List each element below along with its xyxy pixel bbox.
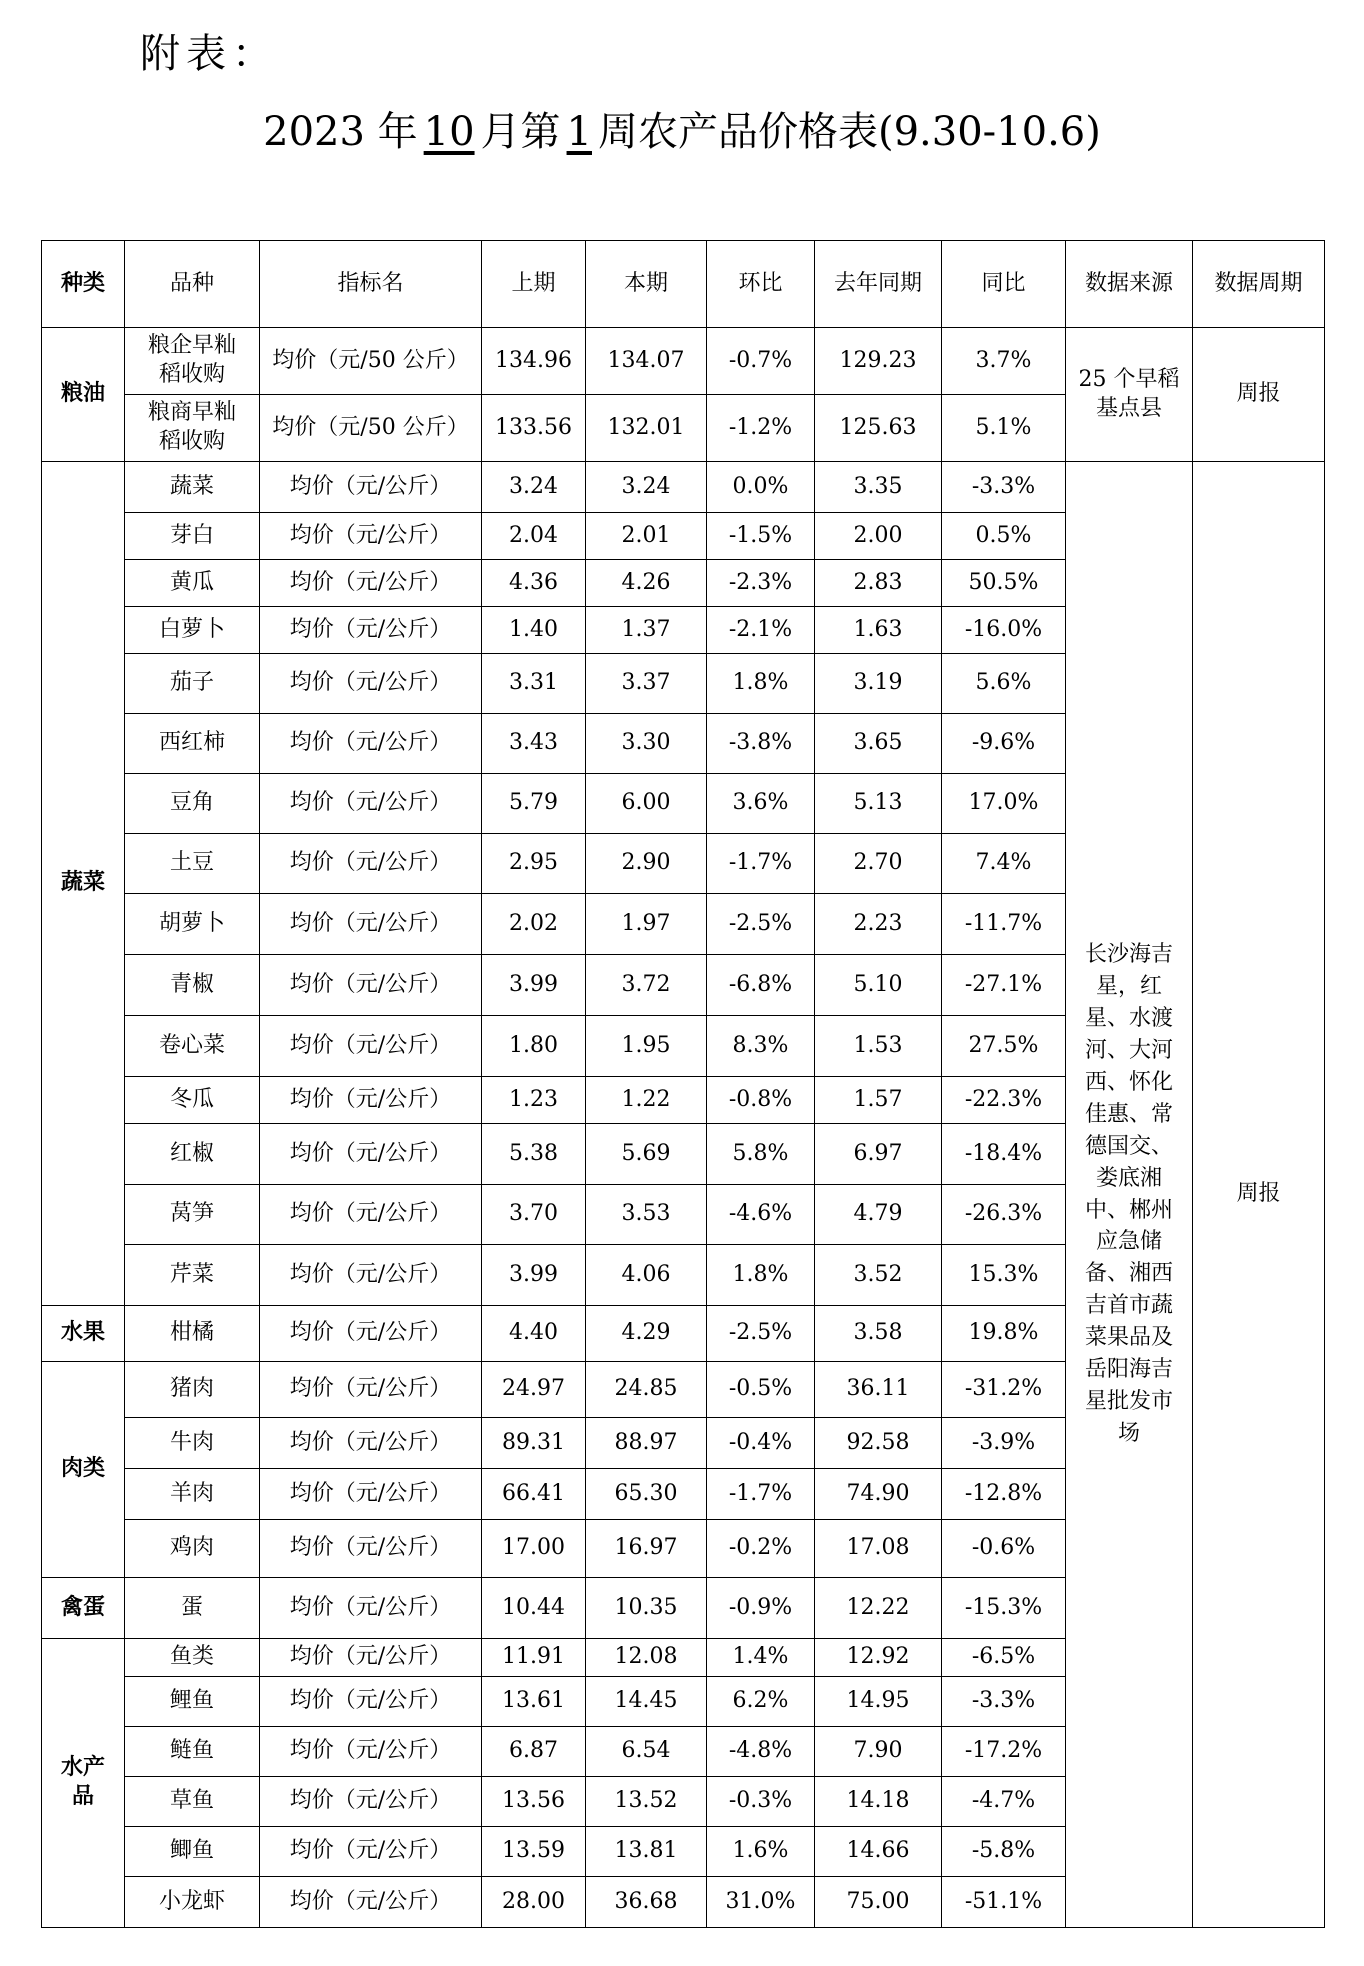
curr-value: 1.95 [586,1016,707,1077]
last-year-value: 14.18 [815,1777,942,1827]
last-year-value: 1.63 [815,607,942,654]
title-week: 1 [566,109,592,155]
variety-cell: 鲢鱼 [125,1727,260,1777]
indicator-cell: 均价（元/公斤） [260,1827,482,1877]
yoy-change: 15.3% [942,1245,1066,1306]
indicator-cell: 均价（元/公斤） [260,654,482,714]
curr-value: 12.08 [586,1639,707,1677]
last-year-value: 3.52 [815,1245,942,1306]
last-year-value: 1.53 [815,1016,942,1077]
yoy-change: 27.5% [942,1016,1066,1077]
prev-value: 24.97 [482,1362,586,1418]
indicator-cell: 均价（元/公斤） [260,1362,482,1418]
last-year-value: 2.83 [815,560,942,607]
last-year-value: 129.23 [815,328,942,395]
mom-change: -0.4% [707,1418,815,1469]
yoy-change: -12.8% [942,1469,1066,1520]
mom-change: -6.8% [707,955,815,1016]
variety-cell: 莴笋 [125,1185,260,1245]
header-prev: 上期 [482,241,586,328]
mom-change: 0.0% [707,462,815,513]
curr-value: 1.22 [586,1077,707,1124]
curr-value: 132.01 [586,395,707,462]
variety-cell: 牛肉 [125,1418,260,1469]
variety-cell: 冬瓜 [125,1077,260,1124]
yoy-change: 50.5% [942,560,1066,607]
mom-change: -2.5% [707,1306,815,1362]
variety-cell: 草鱼 [125,1777,260,1827]
yoy-change: 17.0% [942,774,1066,834]
mom-change: -4.8% [707,1727,815,1777]
variety-cell: 白萝卜 [125,607,260,654]
indicator-cell: 均价（元/公斤） [260,774,482,834]
curr-value: 14.45 [586,1677,707,1727]
yoy-change: -3.3% [942,462,1066,513]
category-veg: 蔬菜 [42,462,125,1306]
mom-change: -0.7% [707,328,815,395]
prev-value: 5.38 [482,1124,586,1185]
variety-cell: 粮商早籼稻收购 [125,395,260,462]
prev-value: 1.40 [482,607,586,654]
mom-change: -2.3% [707,560,815,607]
curr-value: 3.53 [586,1185,707,1245]
header-category: 种类 [42,241,125,328]
variety-cell: 芹菜 [125,1245,260,1306]
title-prefix: 2023 年 [263,109,418,155]
curr-value: 65.30 [586,1469,707,1520]
indicator-cell: 均价（元/公斤） [260,1877,482,1928]
prev-value: 3.99 [482,955,586,1016]
prev-value: 4.36 [482,560,586,607]
indicator-cell: 均价（元/50 公斤） [260,395,482,462]
title-mid: 月第 [480,109,561,155]
curr-value: 4.26 [586,560,707,607]
indicator-cell: 均价（元/公斤） [260,1677,482,1727]
indicator-cell: 均价（元/公斤） [260,1077,482,1124]
indicator-cell: 均价（元/公斤） [260,513,482,560]
mom-change: -0.3% [707,1777,815,1827]
mom-change: -0.2% [707,1520,815,1578]
variety-cell: 羊肉 [125,1469,260,1520]
variety-cell: 土豆 [125,834,260,894]
indicator-cell: 均价（元/公斤） [260,1469,482,1520]
last-year-value: 2.23 [815,894,942,955]
prev-value: 13.56 [482,1777,586,1827]
last-year-value: 2.00 [815,513,942,560]
table-body [42,328,1325,1928]
mom-change: 1.8% [707,1245,815,1306]
prev-value: 4.40 [482,1306,586,1362]
period-grain: 周报 [1193,328,1325,462]
yoy-change: -22.3% [942,1077,1066,1124]
last-year-value: 74.90 [815,1469,942,1520]
yoy-change: -11.7% [942,894,1066,955]
last-year-value: 5.13 [815,774,942,834]
mom-change: -1.7% [707,1469,815,1520]
mom-change: 8.3% [707,1016,815,1077]
curr-value: 2.01 [586,513,707,560]
last-year-value: 6.97 [815,1124,942,1185]
curr-value: 1.37 [586,607,707,654]
indicator-cell: 均价（元/公斤） [260,834,482,894]
mom-change: 3.6% [707,774,815,834]
indicator-cell: 均价（元/公斤） [260,1016,482,1077]
variety-cell: 芽白 [125,513,260,560]
yoy-change: 5.1% [942,395,1066,462]
indicator-cell: 均价（元/公斤） [260,894,482,955]
mom-change: -2.1% [707,607,815,654]
curr-value: 134.07 [586,328,707,395]
variety-cell: 猪肉 [125,1362,260,1418]
last-year-value: 4.79 [815,1185,942,1245]
prev-value: 134.96 [482,328,586,395]
curr-value: 13.52 [586,1777,707,1827]
curr-value: 24.85 [586,1362,707,1418]
yoy-change: 3.7% [942,328,1066,395]
variety-cell: 鱼类 [125,1639,260,1677]
indicator-cell: 均价（元/50 公斤） [260,328,482,395]
prev-value: 3.99 [482,1245,586,1306]
yoy-change: -51.1% [942,1877,1066,1928]
mom-change: -3.8% [707,714,815,774]
indicator-cell: 均价（元/公斤） [260,1777,482,1827]
variety-cell: 茄子 [125,654,260,714]
yoy-change: -26.3% [942,1185,1066,1245]
prev-value: 66.41 [482,1469,586,1520]
header-source: 数据来源 [1066,241,1193,328]
indicator-cell: 均价（元/公斤） [260,1245,482,1306]
curr-value: 88.97 [586,1418,707,1469]
last-year-value: 14.66 [815,1827,942,1877]
yoy-change: -5.8% [942,1827,1066,1877]
category-aquatic: 水产品 [42,1639,125,1928]
curr-value: 3.30 [586,714,707,774]
curr-value: 4.29 [586,1306,707,1362]
yoy-change: -18.4% [942,1124,1066,1185]
indicator-cell: 均价（元/公斤） [260,1306,482,1362]
indicator-cell: 均价（元/公斤） [260,1520,482,1578]
curr-value: 6.00 [586,774,707,834]
prev-value: 1.23 [482,1077,586,1124]
prev-value: 3.31 [482,654,586,714]
prev-value: 133.56 [482,395,586,462]
yoy-change: -6.5% [942,1639,1066,1677]
indicator-cell: 均价（元/公斤） [260,1418,482,1469]
prev-value: 13.61 [482,1677,586,1727]
yoy-change: -4.7% [942,1777,1066,1827]
title-suffix: 周农产品价格表(9.30-10.6) [598,109,1101,155]
variety-cell: 胡萝卜 [125,894,260,955]
source-grain: 25 个早稻基点县 [1066,328,1193,462]
prev-value: 2.04 [482,513,586,560]
yoy-change: -3.3% [942,1677,1066,1727]
prev-value: 3.43 [482,714,586,774]
variety-cell: 柑橘 [125,1306,260,1362]
table-row [42,328,1325,395]
mom-change: 1.8% [707,654,815,714]
curr-value: 1.97 [586,894,707,955]
mom-change: -0.8% [707,1077,815,1124]
yoy-change: 19.8% [942,1306,1066,1362]
variety-cell: 卷心菜 [125,1016,260,1077]
last-year-value: 14.95 [815,1677,942,1727]
last-year-value: 12.92 [815,1639,942,1677]
mom-change: 31.0% [707,1877,815,1928]
variety-cell: 鸡肉 [125,1520,260,1578]
header-last-year: 去年同期 [815,241,942,328]
indicator-cell: 均价（元/公斤） [260,1727,482,1777]
yoy-change: -31.2% [942,1362,1066,1418]
yoy-change: -3.9% [942,1418,1066,1469]
header-period: 数据周期 [1193,241,1325,328]
last-year-value: 2.70 [815,834,942,894]
header-curr: 本期 [586,241,707,328]
indicator-cell: 均价（元/公斤） [260,955,482,1016]
prev-value: 1.80 [482,1016,586,1077]
mom-change: 1.6% [707,1827,815,1877]
variety-cell: 红椒 [125,1124,260,1185]
yoy-change: -15.3% [942,1578,1066,1639]
indicator-cell: 均价（元/公斤） [260,1185,482,1245]
curr-value: 13.81 [586,1827,707,1877]
header-row [42,241,1325,328]
mom-change: 6.2% [707,1677,815,1727]
yoy-change: 5.6% [942,654,1066,714]
title-month: 10 [423,109,475,155]
last-year-value: 3.19 [815,654,942,714]
mom-change: 5.8% [707,1124,815,1185]
prev-value: 3.70 [482,1185,586,1245]
variety-cell: 青椒 [125,955,260,1016]
last-year-value: 75.00 [815,1877,942,1928]
variety-cell: 蔬菜 [125,462,260,513]
curr-value: 4.06 [586,1245,707,1306]
prev-value: 11.91 [482,1639,586,1677]
yoy-change: -17.2% [942,1727,1066,1777]
last-year-value: 3.58 [815,1306,942,1362]
prev-value: 28.00 [482,1877,586,1928]
last-year-value: 3.35 [815,462,942,513]
curr-value: 3.24 [586,462,707,513]
variety-cell: 西红柿 [125,714,260,774]
yoy-change: -0.6% [942,1520,1066,1578]
curr-value: 3.72 [586,955,707,1016]
last-year-value: 1.57 [815,1077,942,1124]
prev-value: 89.31 [482,1418,586,1469]
last-year-value: 5.10 [815,955,942,1016]
variety-cell: 粮企早籼稻收购 [125,328,260,395]
last-year-value: 92.58 [815,1418,942,1469]
prev-value: 13.59 [482,1827,586,1877]
header-variety: 品种 [125,241,260,328]
category-egg: 禽蛋 [42,1578,125,1639]
indicator-cell: 均价（元/公斤） [260,462,482,513]
page-title [0,100,1364,157]
mom-change: -4.6% [707,1185,815,1245]
curr-value: 2.90 [586,834,707,894]
curr-value: 3.37 [586,654,707,714]
header-yoy: 同比 [942,241,1066,328]
indicator-cell: 均价（元/公斤） [260,714,482,774]
source-market: 长沙海吉星，红星、水渡河、大河西、怀化佳惠、常德国交、娄底湘中、郴州应急储备、湘西吉首市蔬菜果品及岳阳海吉星批发市场 [1066,462,1193,1928]
indicator-cell: 均价（元/公斤） [260,1124,482,1185]
curr-value: 10.35 [586,1578,707,1639]
last-year-value: 12.22 [815,1578,942,1639]
category-grain: 粮油 [42,328,125,462]
category-fruit: 水果 [42,1306,125,1362]
appendix-label: 附表： [140,31,278,77]
last-year-value: 7.90 [815,1727,942,1777]
last-year-value: 36.11 [815,1362,942,1418]
last-year-value: 3.65 [815,714,942,774]
mom-change: -1.5% [707,513,815,560]
variety-cell: 豆角 [125,774,260,834]
yoy-change: 0.5% [942,513,1066,560]
last-year-value: 17.08 [815,1520,942,1578]
prev-value: 3.24 [482,462,586,513]
period-market: 周报 [1193,462,1325,1928]
curr-value: 16.97 [586,1520,707,1578]
indicator-cell: 均价（元/公斤） [260,607,482,654]
last-year-value: 125.63 [815,395,942,462]
yoy-change: -9.6% [942,714,1066,774]
curr-value: 5.69 [586,1124,707,1185]
variety-cell: 黄瓜 [125,560,260,607]
prev-value: 2.02 [482,894,586,955]
variety-cell: 鲤鱼 [125,1677,260,1727]
mom-change: -0.5% [707,1362,815,1418]
prev-value: 6.87 [482,1727,586,1777]
curr-value: 6.54 [586,1727,707,1777]
yoy-change: 7.4% [942,834,1066,894]
price-table [41,240,1325,1928]
prev-value: 10.44 [482,1578,586,1639]
category-meat: 肉类 [42,1362,125,1578]
table-row [42,462,1325,513]
mom-change: 1.4% [707,1639,815,1677]
indicator-cell: 均价（元/公斤） [260,1578,482,1639]
header-mom: 环比 [707,241,815,328]
curr-value: 36.68 [586,1877,707,1928]
mom-change: -2.5% [707,894,815,955]
header-indicator: 指标名 [260,241,482,328]
yoy-change: -16.0% [942,607,1066,654]
prev-value: 17.00 [482,1520,586,1578]
variety-cell: 蛋 [125,1578,260,1639]
prev-value: 2.95 [482,834,586,894]
variety-cell: 鲫鱼 [125,1827,260,1877]
mom-change: -1.7% [707,834,815,894]
yoy-change: -27.1% [942,955,1066,1016]
indicator-cell: 均价（元/公斤） [260,1639,482,1677]
mom-change: -1.2% [707,395,815,462]
mom-change: -0.9% [707,1578,815,1639]
indicator-cell: 均价（元/公斤） [260,560,482,607]
prev-value: 5.79 [482,774,586,834]
variety-cell: 小龙虾 [125,1877,260,1928]
